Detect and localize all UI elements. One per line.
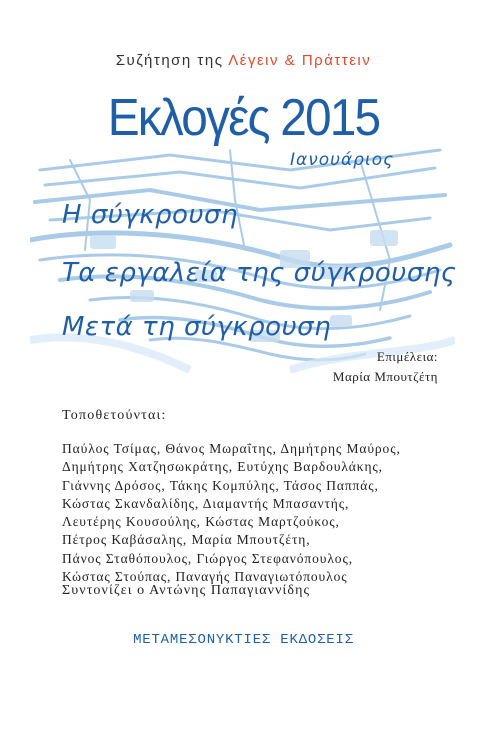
- discussion-prefix: Συζήτηση της: [115, 52, 229, 69]
- heading-after: Μετά τη σύγκρουση: [62, 312, 332, 342]
- speakers-line: Κώστας Στούπας, Παναγής Παναγιωτόπουλος: [62, 569, 348, 585]
- speakers-line: Λευτέρης Κουσούλης, Κώστας Μαρτζούκος,: [62, 514, 340, 530]
- speakers-line: Παύλος Τσίμας, Θάνος Μωραΐτης, Δημήτρης Μαύρος,: [62, 441, 401, 456]
- heading-tools: Τα εργαλεία της σύγκρουσης: [62, 258, 457, 288]
- speakers-line: Πέτρος Καβάσαλης, Μαρία Μπουτζέτη,: [62, 532, 311, 548]
- coordinator-line: Συντονίζει ο Αντώνης Παπαγιαννίδης: [62, 583, 311, 598]
- editor-label: Επιμέλεια:: [376, 349, 438, 364]
- discussion-line: [0, 52, 487, 69]
- speakers-line: Γιάννης Δρόσος, Τάκης Κομπύλης, Τάσος Παππάς,: [62, 477, 379, 493]
- editor-name: Μαρία Μπουτζέτη: [332, 369, 438, 384]
- publisher-name: ΜΕΤΑΜΕΣΟΝΥΚΤΙΕΣ ΕΚΔΟΣΕΙΣ: [133, 632, 354, 648]
- journal-name: Λέγειν & Πράττειν: [228, 52, 372, 69]
- speakers-label: Τοποθετούνται:: [62, 408, 167, 423]
- speakers-line: Δημήτρης Χατζησωκράτης, Ευτύχης Βαρδουλάκης,: [62, 459, 383, 475]
- speakers-line: Πάνος Σταθόπουλος, Γιώργος Στεφανόπουλος,: [62, 550, 353, 566]
- speakers-list: [62, 440, 472, 586]
- cover-month: Ιανουάριος: [290, 150, 395, 170]
- cover-title: Εκλογές 2015: [107, 89, 380, 147]
- speakers-line: Κώστας Σκανδαλίδης, Διαμαντής Μπασαντής,: [62, 495, 350, 511]
- heading-conflict: Η σύγκρουση: [62, 200, 238, 230]
